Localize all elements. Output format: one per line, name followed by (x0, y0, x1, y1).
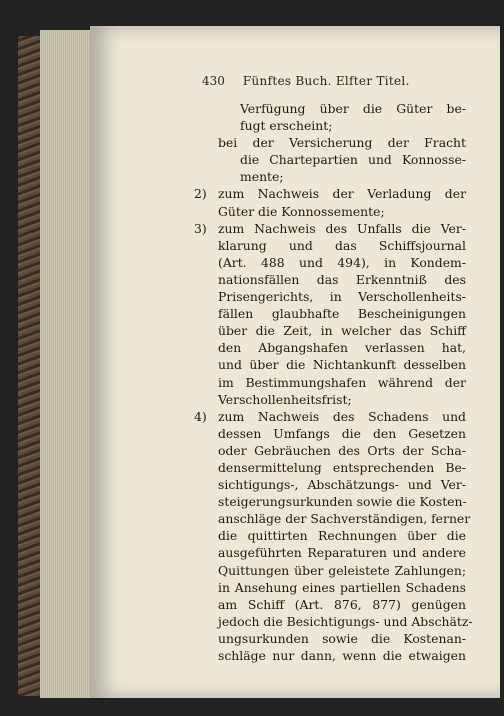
page-number: 430 (202, 74, 225, 88)
text-line: dessen Umfangs die den Gesetzen (218, 425, 466, 441)
text-line: (Art. 488 und 494), in Kondem- (218, 254, 466, 270)
text-line: am Schiff (Art. 876, 877) genügen (218, 596, 466, 612)
running-title: Fünftes Buch. Elfter Titel. (242, 74, 410, 88)
text-line: zum Nachweis der Verladung der (218, 186, 466, 202)
text-line: Verfügung über die Güter be- (240, 101, 466, 116)
list-item-number: 4) (194, 408, 207, 424)
list-item (194, 408, 473, 664)
text-line: steigerungsurkunden sowie die Kosten- (218, 494, 467, 510)
text-line: fugt erscheint; (240, 118, 333, 134)
text-line: mente; (240, 169, 284, 185)
text-line: Verschollenheitsfrist; (218, 391, 352, 407)
text-line: Prisengerichts, in Verschollenheits- (218, 289, 466, 305)
text-line: die quittirten Rechnungen über die (218, 528, 466, 544)
text-line: sichtigungs-, Abschätzungs- und Ver- (218, 477, 466, 493)
text-line: im Bestimmungshafen während der (218, 374, 466, 390)
text-line: oder Gebräuchen des Orts der Scha- (218, 442, 466, 458)
text-line: nationsfällen das Erkenntniß des (218, 271, 466, 287)
text-line: ungsurkunden sowie die Kostenan- (218, 630, 466, 646)
text-line: Quittungen über geleistete Zahlungen; (218, 562, 466, 578)
text-line: und über die Nichtankunft desselben (218, 357, 466, 373)
list-item-number: 3) (194, 220, 207, 236)
text-line: die Chartepartien und Konnosse- (240, 152, 466, 168)
text-line: zum Nachweis des Schadens und (218, 408, 466, 424)
running-header (202, 74, 462, 94)
text-line: klarung und das Schiffsjournal (218, 237, 466, 253)
text-line: bei der Versicherung der Fracht (218, 135, 466, 151)
text-line: den Abgangshafen verlassen hat, (218, 340, 466, 356)
list-item (194, 220, 466, 408)
text-line: in Ansehung eines partiellen Schadens (218, 579, 466, 595)
page-body-text (194, 100, 473, 664)
text-line: schläge nur dann, wenn die etwaigen (218, 648, 466, 663)
text-line: über die Zeit, in welcher das Schiff (218, 323, 466, 339)
text-line: Güter die Konnossemente; (218, 203, 385, 219)
text-line: zum Nachweis des Unfalls die Ver- (218, 220, 466, 236)
list-item (194, 185, 466, 219)
text-line: jedoch die Besichtigungs- und Abschätz- (218, 613, 473, 629)
list-item-number: 2) (194, 186, 207, 202)
text-line: anschläge der Sachverständigen, ferner (218, 511, 471, 527)
text-line: ausgeführten Reparaturen und andere (218, 545, 466, 561)
text-line: densermittelung entsprechenden Be- (218, 459, 466, 475)
text-line: fällen glaubhafte Bescheinigungen (218, 306, 466, 322)
